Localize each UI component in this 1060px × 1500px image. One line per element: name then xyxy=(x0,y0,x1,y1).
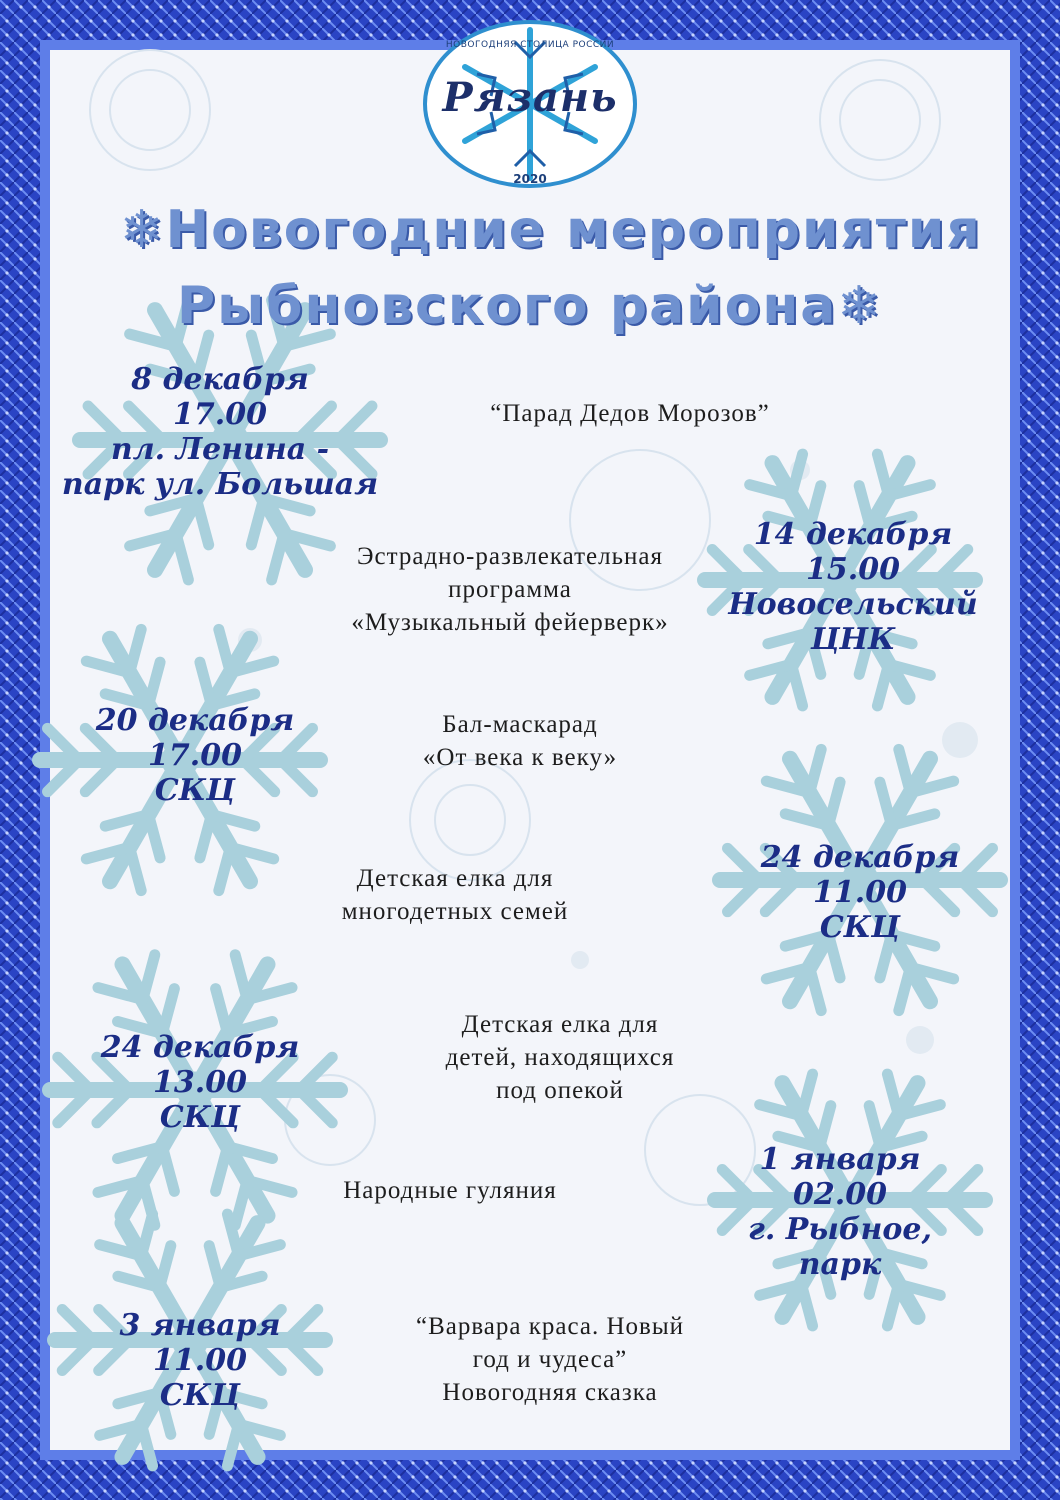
event-date-line: 11.00 xyxy=(813,875,907,910)
event-date xyxy=(735,840,985,945)
event-name-line: детей, находящихся xyxy=(445,1044,675,1071)
event-date-line: СКЦ xyxy=(159,1378,241,1413)
logo-wordmark: Рязань xyxy=(442,74,618,121)
event-date-line: 24 декабря xyxy=(760,840,960,875)
event-name-line: Народные гуляния xyxy=(343,1177,557,1204)
event-name-line: «Музыкальный фейерверк» xyxy=(351,609,669,636)
event-name xyxy=(360,1310,740,1409)
event-name xyxy=(280,540,740,639)
logo-year: 2020 xyxy=(513,172,547,186)
event-date-line: 02.00 xyxy=(793,1177,887,1212)
title-line-2: Рыбновского района❄ xyxy=(177,276,883,336)
event-date-line: пл. Ленина - xyxy=(110,432,330,467)
event-name-line: многодетных семей xyxy=(341,898,569,925)
event-date-line: 11.00 xyxy=(153,1343,247,1378)
event-date-line: СКЦ xyxy=(159,1100,241,1135)
event-date-line: 14 декабря xyxy=(753,517,953,552)
event-date-line: 24 декабря xyxy=(100,1030,300,1065)
event-date-line: ЦНК xyxy=(810,622,896,657)
page-title xyxy=(120,192,982,344)
event-date xyxy=(80,1308,320,1413)
event-date xyxy=(80,1030,320,1135)
event-name xyxy=(300,1174,600,1207)
event-name-line: Детская елка для xyxy=(356,865,554,892)
event-date-line: парк ул. Большая xyxy=(61,467,379,502)
event-date xyxy=(60,362,380,502)
event-name xyxy=(270,862,640,928)
event-name xyxy=(360,708,680,774)
event-date-line: 17.00 xyxy=(148,738,242,773)
event-name-line: “Парад Дедов Морозов” xyxy=(490,400,770,427)
event-date-line: СКЦ xyxy=(819,910,901,945)
event-date xyxy=(715,1142,965,1282)
event-name-line: под опекой xyxy=(496,1077,624,1104)
title-line-1: ❄Новогодние мероприятия xyxy=(120,200,982,260)
event-name-line: “Варвара краса. Новый xyxy=(415,1313,685,1340)
event-date-line: парк xyxy=(798,1247,882,1282)
city-logo xyxy=(415,12,645,192)
event-name-line: Бал-маскарад xyxy=(442,711,598,738)
event-date-line: Новосельский xyxy=(728,587,978,622)
event-date-line: 20 декабря xyxy=(95,703,295,738)
event-name-line: Детская елка для xyxy=(461,1011,659,1038)
event-date xyxy=(70,703,320,808)
event-name-line: программа xyxy=(448,576,572,603)
event-date-line: 17.00 xyxy=(173,397,267,432)
event-name-line: Новогодняя сказка xyxy=(442,1379,658,1406)
event-date-line: 3 января xyxy=(119,1308,281,1343)
logo-caption: НОВОГОДНЯЯ СТОЛИЦА РОССИИ xyxy=(445,40,615,50)
event-date-line: г. Рыбное, xyxy=(748,1212,932,1247)
event-name xyxy=(380,1008,740,1107)
event-date-line: 1 января xyxy=(759,1142,921,1177)
event-name-line: год и чудеса” xyxy=(472,1346,628,1373)
event-name xyxy=(380,397,880,430)
event-date-line: 8 декабря xyxy=(131,362,309,397)
event-name-line: Эстрадно-развлекательная xyxy=(357,543,663,570)
event-date-line: СКЦ xyxy=(154,773,236,808)
event-date-line: 15.00 xyxy=(806,552,900,587)
event-date-line: 13.00 xyxy=(153,1065,247,1100)
event-date xyxy=(728,517,978,657)
event-name-line: «От века к веку» xyxy=(422,744,618,771)
